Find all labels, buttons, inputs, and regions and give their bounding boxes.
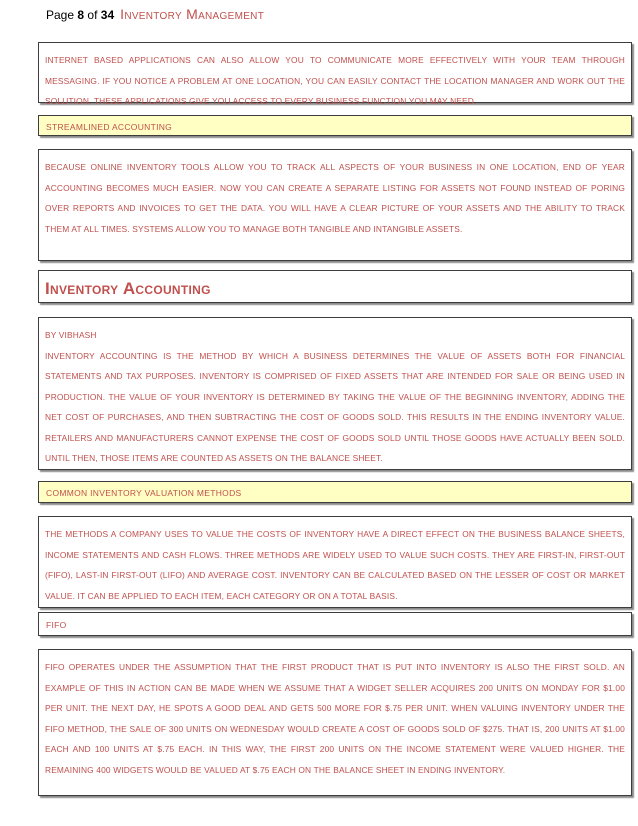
page-current: 8 [77,8,85,22]
page-of: of [87,8,98,22]
streamlined-box [38,149,632,261]
page-total: 34 [100,8,115,22]
page-prefix: Page [46,8,75,22]
page-header [46,6,264,22]
inventory-accounting-byline: BY VIBHASH [45,330,97,340]
valuation-box [38,516,632,608]
intro-box [38,42,632,106]
inventory-accounting-heading-box [38,270,632,303]
inventory-accounting-box [38,317,632,470]
fifo-paragraph: FIFO OPERATES UNDER THE ASSUMPTION THAT THE FIRST PRODUCT THAT IS PUT INTO INVENTORY IS ALSO THE FIRST SOLD. AN EXAMPLE OF THIS IN ACTION CAN BE MADE WHEN WE ASSUME THAT A WIDGET SELLER ACQUIRES 200 UNITS ON MONDAY FOR $1.00 PER UNIT. THE NEXT DAY, HE SPOTS A GOOD DEAL AND GETS 500 MORE FOR $.75 PER UNIT. WHEN VALUING INVENTORY UNDER THE FIFO METHOD, THE SALE OF 300 UNITS ON WEDNESDAY WOULD CREATE A COST OF GOODS SOLD OF $275. THAT IS, 200 UNITS AT $1.00 EACH AND 100 UNITS AT $.75 EACH. IN THIS WAY, THE FIRST 200 UNITS ON THE INCOME STATEMENT WERE VALUED HIGHER. THE REMAINING 400 WIDGETS WOULD BE VALUED AT $.75 EACH ON THE BALANCE SHEET IN ENDING INVENTORY. [45,662,625,775]
streamlined-heading: STREAMLINED ACCOUNTING [46,122,173,132]
valuation-heading-box [38,481,632,503]
document-title: Inventory Management [120,6,265,22]
page-number-label [46,8,114,22]
intro-paragraph: INTERNET BASED APPLICATIONS CAN ALSO ALLOW YOU TO COMMUNICATE MORE EFFECTIVELY WITH YOUR TEAM THROUGH MESSAGING. IF YOU NOTICE A PROBLEM AT ONE LOCATION, YOU CAN EASILY CONTACT THE LOCATION MANAGER AND WORK OUT THE SOLUTION. THESE APPLICATIONS GIVE YOU ACCESS TO EVERY BUSINESS FUNCTION YOU MAY NEED. [45,55,625,106]
valuation-paragraph: THE METHODS A COMPANY USES TO VALUE THE COSTS OF INVENTORY HAVE A DIRECT EFFECT ON THE BUSINESS BALANCE SHEETS, INCOME STATEMENTS AND CASH FLOWS. THREE METHODS ARE WIDELY USED TO VALUE SUCH COSTS. THEY ARE FIRST-IN, FIRST-OUT (FIFO), LAST-IN FIRST-OUT (LIFO) AND AVERAGE COST. INVENTORY CAN BE CALCULATED BASED ON THE LESSER OF COST OR MARKET VALUE. IT CAN BE APPLIED TO EACH ITEM, EACH CATEGORY OR ON A TOTAL BASIS. [45,529,625,601]
fifo-box [38,649,632,796]
streamlined-heading-box [38,115,632,136]
inventory-accounting-paragraph: INVENTORY ACCOUNTING IS THE METHOD BY WHICH A BUSINESS DETERMINES THE VALUE OF ASSETS BOTH FOR FINANCIAL STATEMENTS AND TAX PURPOSES. INVENTORY IS COMPRISED OF FIXED ASSETS THAT ARE INTENDED FOR SALE OR BEING USED IN PRODUCTION. THE VALUE OF YOUR INVENTORY IS DETERMINED BY TAKING THE VALUE OF THE BEGINNING INVENTORY, ADDING THE NET COST OF PURCHASES, AND THEN SUBTRACTING THE COST OF GOODS SOLD. THIS RESULTS IN THE ENDING INVENTORY VALUE. RETAILERS AND MANUFACTURERS CANNOT EXPENSE THE COST OF GOODS SOLD UNTIL THOSE GOODS HAVE ACTUALLY BEEN SOLD. UNTIL THEN, THOSE ITEMS ARE COUNTED AS ASSETS ON THE BALANCE SHEET. [45,350,625,463]
valuation-heading: COMMON INVENTORY VALUATION METHODS [46,488,242,498]
inventory-accounting-heading: Inventory Accounting [45,279,211,298]
streamlined-paragraph: BECAUSE ONLINE INVENTORY TOOLS ALLOW YOU TO TRACK ALL ASPECTS OF YOUR BUSINESS IN ONE LOCATION, END OF YEAR ACCOUNTING BECOMES MUCH EASIER. NOW YOU CAN CREATE A SEPARATE LISTING FOR ASSETS NOT FOUND INSTEAD OF PORING OVER REPORTS AND INVOICES TO GET THE DATA. YOU WILL HAVE A CLEAR PICTURE OF YOUR ASSETS AND THE ABILITY TO TRACK THEM AT ALL TIMES. SYSTEMS ALLOW YOU TO MANAGE BOTH TANGIBLE AND INTANGIBLE ASSETS. [45,162,625,234]
fifo-heading-box [38,612,632,636]
fifo-heading: FIFO [46,620,67,630]
